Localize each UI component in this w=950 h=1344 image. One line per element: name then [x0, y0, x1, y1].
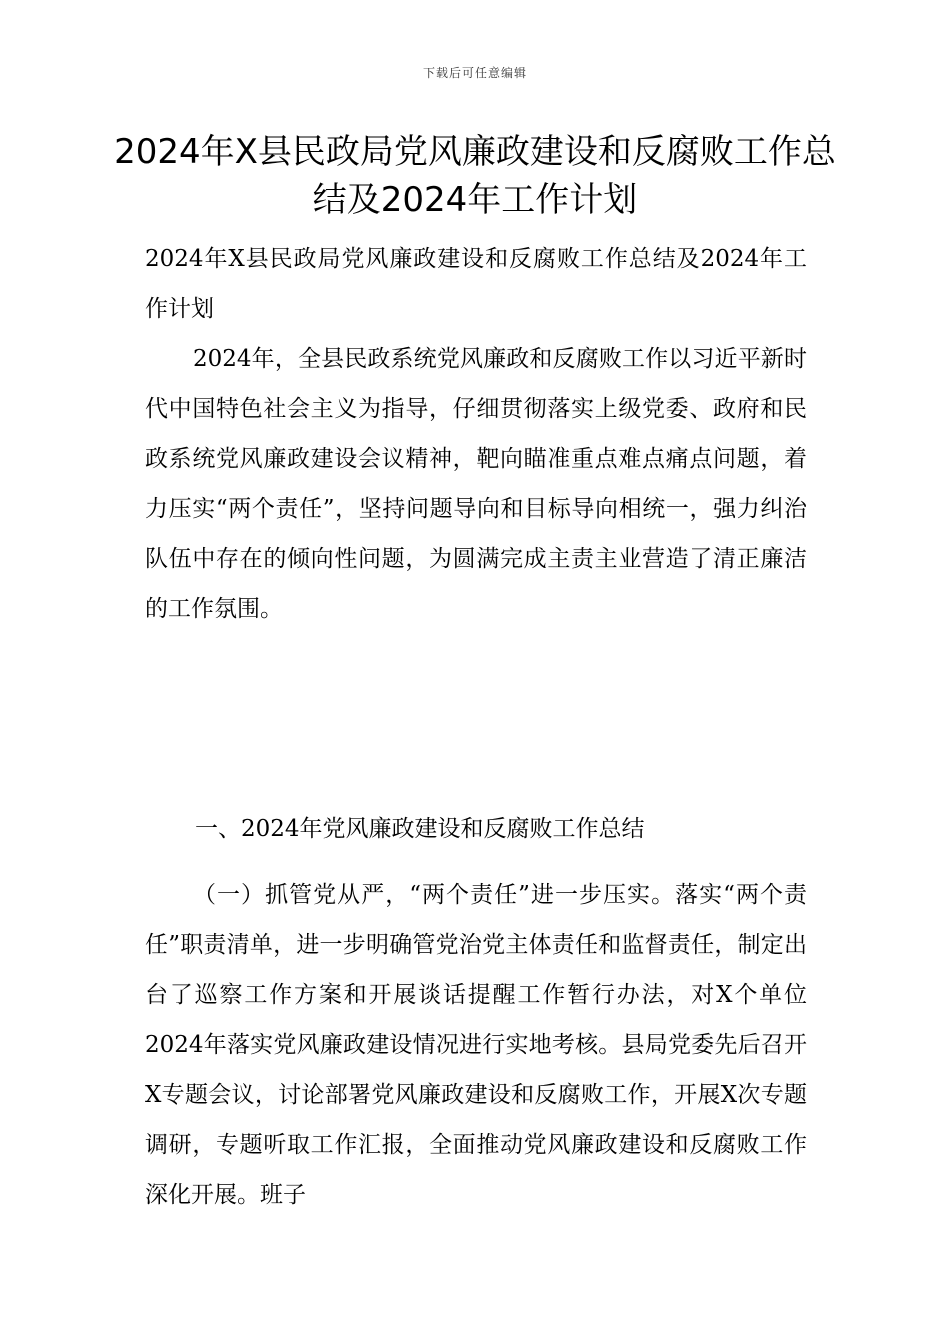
- section-heading: 一、2024年党风廉政建设和反腐败工作总结: [195, 816, 645, 842]
- body-paragraph: （一）抓管党从严，“两个责任”进一步压实。落实“两个责任”职责清单，进一步明确管党治党主体责任和监督责任，制定出台了巡察工作方案和开展谈话提醒工作暂行办法，对X个单位2024年落实党风廉政建设情况进行实地考核。县局党委先后召开X专题会议，讨论部署党风廉政建设和反腐败工作，开展X次专题调研，专题听取工作汇报，全面推动党风廉政建设和反腐败工作深化开展。班子: [145, 882, 807, 1208]
- page-header-note: 下载后可任意编辑: [422, 66, 527, 80]
- intro-paragraph: 2024年，全县民政系统党风廉政和反腐败工作以习近平新时代中国特色社会主义为指导，仔细贯彻落实上级党委、政府和民政系统党风廉政建设会议精神，靶向瞄准重点难点痛点问题，着力压实“两个责任”，坚持问题导向和目标导向相统一，强力纠治队伍中存在的倾向性问题，为圆满完成主责主业营造了清正廉洁的工作氛围。: [145, 346, 807, 622]
- document-title: 2024年X县民政局党风廉政建设和反腐败工作总结及2024年工作计划: [114, 132, 836, 220]
- document-subtitle: 2024年X县民政局党风廉政建设和反腐败工作总结及2024年工作计划: [145, 246, 807, 322]
